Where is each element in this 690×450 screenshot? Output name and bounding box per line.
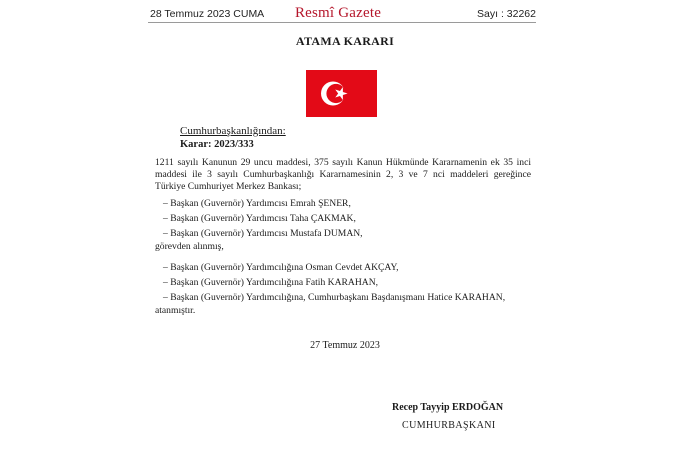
issue-date: 28 Temmuz 2023 CUMA — [150, 8, 265, 20]
removed-item: – Başkan (Guvernör) Yardımcısı Mustafa DUMAN, — [163, 228, 363, 239]
document-title: ATAMA KARARI — [295, 34, 395, 48]
appointed-suffix: atanmıştır. — [155, 305, 196, 316]
intro-paragraph — [155, 157, 531, 193]
removed-suffix: görevden alınmış, — [155, 241, 224, 252]
appointed-item: – Başkan (Guvernör) Yardımcılığına Fatih KARAHAN, — [163, 277, 379, 288]
issue-number: Sayı : 32262 — [477, 8, 536, 20]
issuing-authority: Cumhurbaşkanlığından: — [180, 125, 286, 137]
removed-item: – Başkan (Guvernör) Yardımcısı Taha ÇAKMAK, — [163, 213, 356, 224]
appointed-item: – Başkan (Guvernör) Yardımcılığına Osman Cevdet AKÇAY, — [163, 262, 399, 273]
signer-surname: ERDOĞAN — [452, 402, 504, 413]
appointed-item: – Başkan (Guvernör) Yardımcılığına, Cumhurbaşkanı Başdanışmanı Hatice KARAHAN, — [163, 292, 506, 303]
signer-given-name: Recep Tayyip — [392, 402, 453, 413]
intro-line: maddesi ile 3 sayılı Cumhurbaşkanlığı Kararnamesinin 2, 3 ve 7 nci maddeleri gereğince — [155, 169, 531, 180]
signer-title: CUMHURBAŞKANI — [402, 420, 496, 431]
removed-item: – Başkan (Guvernör) Yardımcısı Emrah ŞENER, — [163, 198, 351, 209]
gazette-title: Resmî Gazete — [294, 5, 382, 21]
turkish-flag-icon — [306, 70, 377, 117]
header-divider — [148, 22, 536, 23]
signer-name — [392, 402, 503, 413]
decision-number: Karar: 2023/333 — [180, 139, 254, 150]
intro-line: 1211 sayılı Kanunun 29 uncu maddesi, 375 sayılı Kanun Hükmünde Kararnamenin ek 35 inci — [155, 157, 531, 168]
signature-date: 27 Temmuz 2023 — [310, 340, 380, 351]
intro-line: Türkiye Cumhuriyet Merkez Bankası; — [155, 181, 302, 192]
